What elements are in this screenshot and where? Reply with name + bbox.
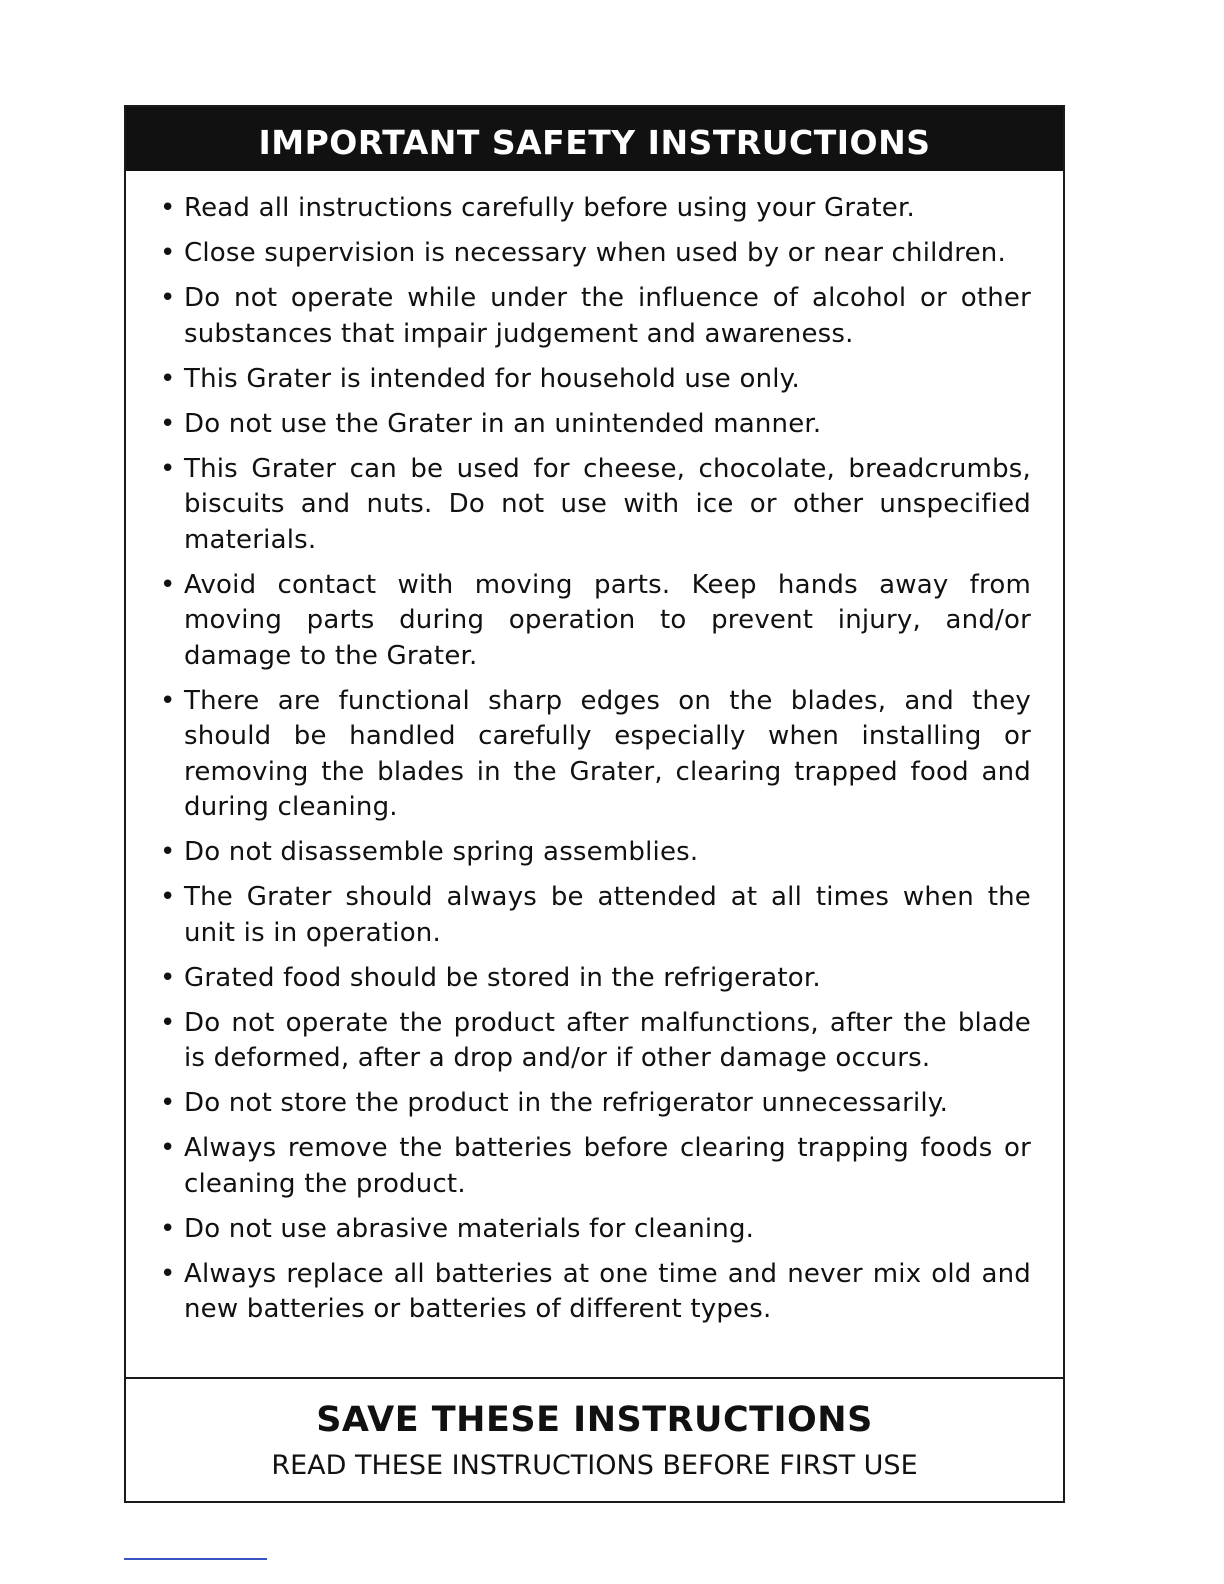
list-item: • Always remove the batteries before clearing trapping foods or cleaning the product.: [160, 1131, 1031, 1202]
panel-footer: [126, 1377, 1063, 1501]
instruction-list: [126, 171, 1063, 1328]
list-item: • This Grater is intended for household use only.: [160, 362, 1031, 398]
list-item: • Read all instructions carefully before using your Grater.: [160, 191, 1031, 227]
footer-divider: [124, 1558, 267, 1560]
list-item: • Do not store the product in the refrigerator unnecessarily.: [160, 1086, 1031, 1122]
list-item: • Do not use abrasive materials for cleaning.: [160, 1212, 1031, 1248]
list-item: • Do not use the Grater in an unintended manner.: [160, 407, 1031, 443]
list-item: • Grated food should be stored in the refrigerator.: [160, 961, 1031, 997]
list-item: • This Grater can be used for cheese, chocolate, breadcrumbs, biscuits and nuts. Do not use with ice or other unspecified materials.: [160, 452, 1031, 559]
read-before-use-note: READ THESE INSTRUCTIONS BEFORE FIRST USE: [271, 1450, 918, 1481]
list-item: • Do not operate while under the influence of alcohol or other substances that impair judgement and awareness.: [160, 281, 1031, 352]
list-item: • The Grater should always be attended at all times when the unit is in operation.: [160, 880, 1031, 951]
panel-title: IMPORTANT SAFETY INSTRUCTIONS: [126, 107, 1063, 171]
save-instructions-heading: SAVE THESE INSTRUCTIONS: [316, 1400, 873, 1440]
list-item: • Avoid contact with moving parts. Keep hands away from moving parts during operation to prevent injury, and/or damage to the Grater.: [160, 568, 1031, 675]
safety-instructions-panel: [124, 105, 1065, 1503]
list-item: • There are functional sharp edges on the blades, and they should be handled carefully especially when installing or removing the blades in the Grater, clearing trapped food and during cleaning.: [160, 684, 1031, 826]
list-item: • Do not operate the product after malfunctions, after the blade is deformed, after a drop and/or if other damage occurs.: [160, 1006, 1031, 1077]
list-item: • Close supervision is necessary when used by or near children.: [160, 236, 1031, 272]
list-item: • Always replace all batteries at one time and never mix old and new batteries or batteries of different types.: [160, 1257, 1031, 1328]
list-item: • Do not disassemble spring assemblies.: [160, 835, 1031, 871]
